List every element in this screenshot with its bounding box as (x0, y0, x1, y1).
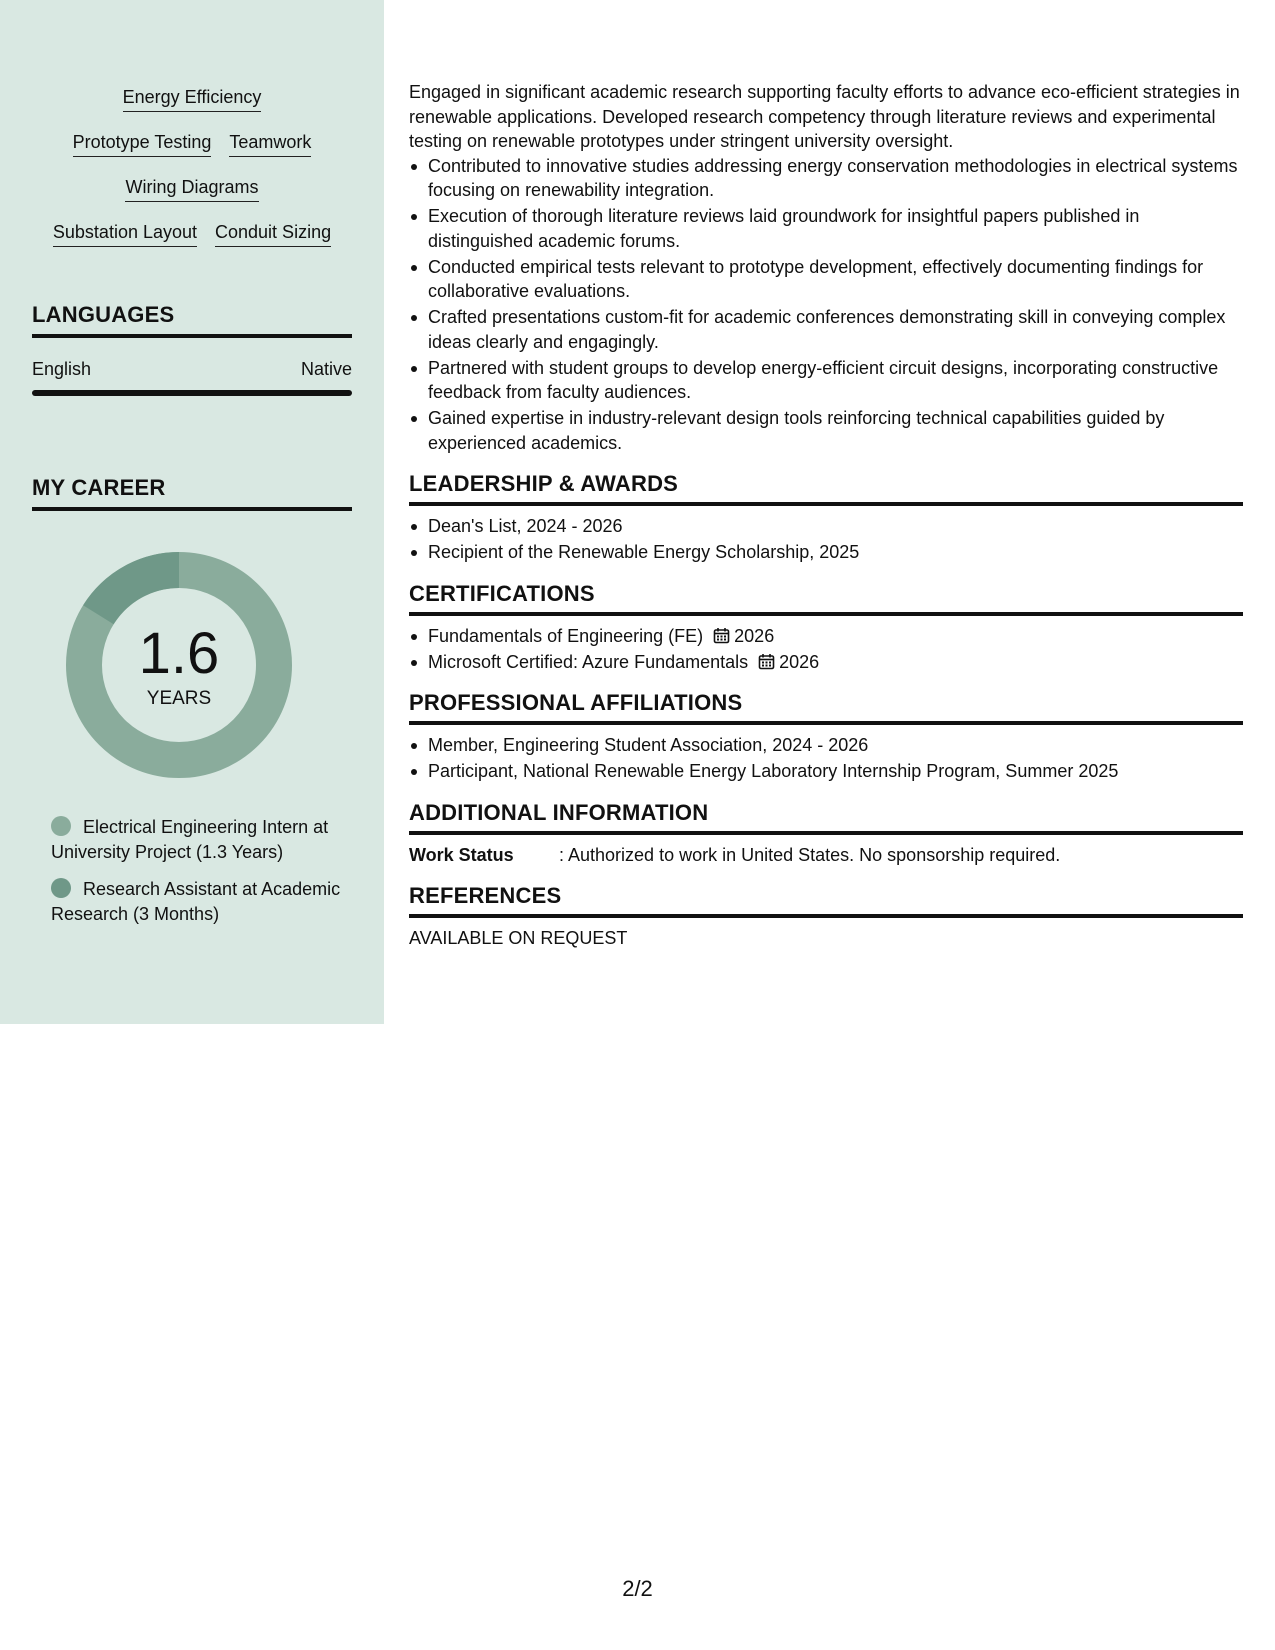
leadership-list (409, 514, 1243, 565)
experience-bullet: Partnered with student groups to develop energy-efficient circuit designs, incorporating constructive feedback from faculty audiences. (428, 356, 1243, 405)
page-number: 2/2 (622, 1576, 653, 1601)
experience-bullet: Execution of thorough literature reviews laid groundwork for insightful papers published in distinguished academic forums. (428, 204, 1243, 253)
skill-row (32, 131, 352, 176)
donut-segment-research (98, 570, 179, 615)
affiliations-heading: PROFESSIONAL AFFILIATIONS (409, 690, 1243, 725)
references-text: AVAILABLE ON REQUEST (409, 927, 628, 948)
skill-row (32, 86, 352, 131)
main-content (409, 80, 1243, 950)
skill-tag: Energy Efficiency (123, 86, 262, 112)
experience-bullet: Gained expertise in industry-relevant design tools reinforcing technical capabilities guided by experienced academics. (428, 406, 1243, 455)
leadership-item: Dean's List, 2024 - 2026 (428, 514, 1243, 539)
career-legend-label: Research Assistant at Academic Research (3 Months) (51, 879, 341, 924)
skills-list (32, 86, 352, 266)
certification-item (428, 624, 1243, 649)
certification-item (428, 650, 1243, 675)
language-level: Native (300, 359, 352, 379)
career-heading: MY CAREER (32, 475, 352, 511)
skill-tag: Conduit Sizing (215, 221, 331, 247)
certification-name: Microsoft Certified: Azure Fundamentals (428, 651, 749, 672)
experience-bullet: Contributed to innovative studies addressing energy conservation methodologies in electrical systems focusing on renewability integration. (428, 154, 1243, 203)
certifications-list (409, 624, 1243, 675)
certifications-heading: CERTIFICATIONS (409, 581, 1243, 616)
career-total-years: 1.6 (138, 621, 220, 686)
career-legend-label: Electrical Engineering Intern at University Project (1.3 Years) (51, 817, 329, 862)
skill-row (32, 221, 352, 266)
career-years-unit: YEARS (146, 688, 212, 709)
skill-tag: Teamwork (229, 131, 311, 157)
affiliation-item: Participant, National Renewable Energy Laboratory Internship Program, Summer 2025 (428, 759, 1243, 784)
experience-bullet: Conducted empirical tests relevant to prototype development, effectively documenting findings for collaborative evaluations. (428, 255, 1243, 304)
work-status-row (409, 843, 1243, 867)
language-row (32, 358, 352, 380)
certification-year: 2026 (779, 651, 820, 672)
skill-row (32, 176, 352, 221)
career-legend-item (51, 815, 341, 865)
experience-summary: Engaged in significant academic research supporting faculty efforts to advance eco-efficient strategies in renewable applications. Developed research competency through literature reviews and experimental testing on renewable prototypes under stringent university oversight. (409, 82, 1240, 151)
work-status-label: Work Status (409, 844, 514, 865)
certification-name: Fundamentals of Engineering (FE) (428, 625, 704, 646)
leadership-heading: LEADERSHIP & AWARDS (409, 471, 1243, 506)
sidebar (0, 0, 384, 1024)
experience-bullet: Crafted presentations custom-fit for academic conferences demonstrating skill in conveying complex ideas clearly and engagingly. (428, 305, 1243, 354)
languages-heading: LANGUAGES (32, 302, 352, 338)
career-legend-item (51, 877, 341, 927)
references-heading: REFERENCES (409, 883, 1243, 918)
language-name: English (32, 359, 92, 379)
legend-dot-icon (51, 878, 71, 898)
experience-bullets (409, 154, 1243, 456)
skill-tag: Wiring Diagrams (125, 176, 258, 202)
affiliations-list (409, 733, 1243, 784)
affiliation-item: Member, Engineering Student Association, 2024 - 2026 (428, 733, 1243, 758)
work-status-value: : Authorized to work in United States. No sponsorship required. (559, 844, 1061, 865)
career-donut-chart (66, 552, 292, 778)
calendar-icon (713, 627, 730, 644)
skill-tag: Substation Layout (53, 221, 197, 247)
calendar-icon (758, 653, 775, 670)
career-legend (51, 815, 341, 939)
certification-year: 2026 (734, 625, 775, 646)
leadership-item: Recipient of the Renewable Energy Scholarship, 2025 (428, 540, 1243, 565)
additional-info-heading: ADDITIONAL INFORMATION (409, 800, 1243, 835)
language-level-bar (32, 390, 352, 396)
skill-tag: Prototype Testing (73, 131, 212, 157)
legend-dot-icon (51, 816, 71, 836)
